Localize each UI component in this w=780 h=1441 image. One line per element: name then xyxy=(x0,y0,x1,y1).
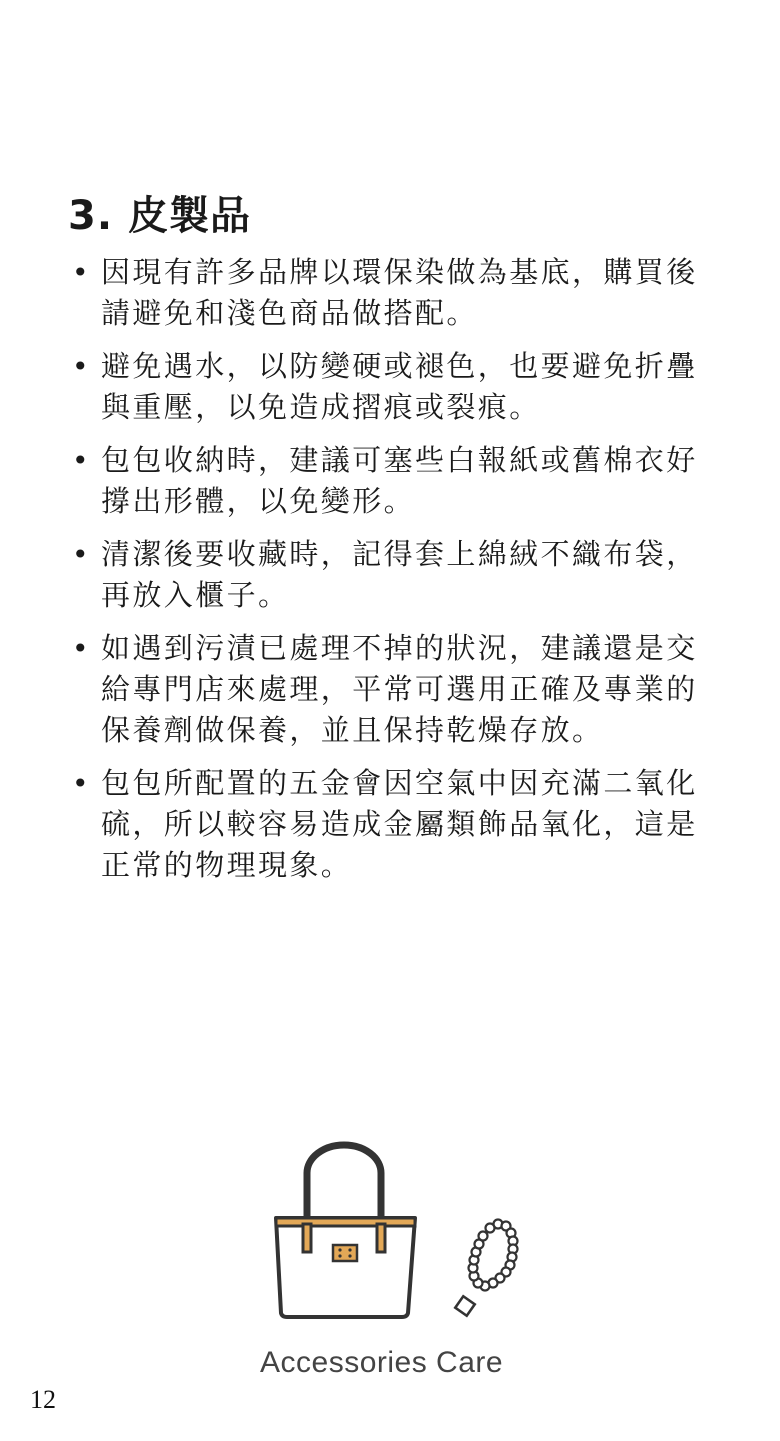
section-title: 3. 皮製品 xyxy=(68,193,251,239)
page-number: 12 xyxy=(30,1385,56,1414)
care-tip-text: 包包收納時，建議可塞些白報紙或舊棉衣好撐出形體，以免變形。 xyxy=(101,443,698,518)
bag-trim xyxy=(276,1218,415,1226)
bullet-dot: • xyxy=(72,538,89,571)
bullet-dot: • xyxy=(72,350,89,383)
bullet-dot: • xyxy=(72,767,89,800)
care-tip-item xyxy=(68,763,718,886)
care-tip-text: 如遇到污漬已處理不掉的狀況，建議還是交給專門店來處理，平常可選用正確及專業的保養劑做保養，並且保持乾燥存放。 xyxy=(101,631,698,747)
care-tips-list xyxy=(68,252,718,898)
footer-caption: Accessories Care xyxy=(260,1346,504,1379)
care-tip-item xyxy=(68,346,718,428)
bag-clasp xyxy=(333,1245,357,1261)
care-tip-item xyxy=(68,628,718,751)
accessories-illustration xyxy=(262,1138,532,1328)
care-tip-item xyxy=(68,252,718,334)
care-tip-text: 避免遇水，以防變硬或褪色，也要避免折疊與重壓，以免造成摺痕或裂痕。 xyxy=(101,349,698,424)
care-tip-item xyxy=(68,534,718,616)
care-tip-text: 包包所配置的五金會因空氣中因充滿二氧化硫，所以較容易造成金屬類飾品氧化，這是正常的物理現象。 xyxy=(101,766,698,882)
handbag-icon xyxy=(276,1145,415,1317)
care-tip-item xyxy=(68,440,718,522)
care-tip-text: 清潔後要收藏時，記得套上綿絨不織布袋，再放入櫃子。 xyxy=(101,537,698,612)
bullet-dot: • xyxy=(72,444,89,477)
bullet-dot: • xyxy=(72,632,89,665)
care-tip-text: 因現有許多品牌以環保染做為基底，購買後請避免和淺色商品做搭配。 xyxy=(101,255,698,330)
bullet-dot: • xyxy=(72,256,89,289)
bead-bracelet-icon xyxy=(455,1220,517,1316)
